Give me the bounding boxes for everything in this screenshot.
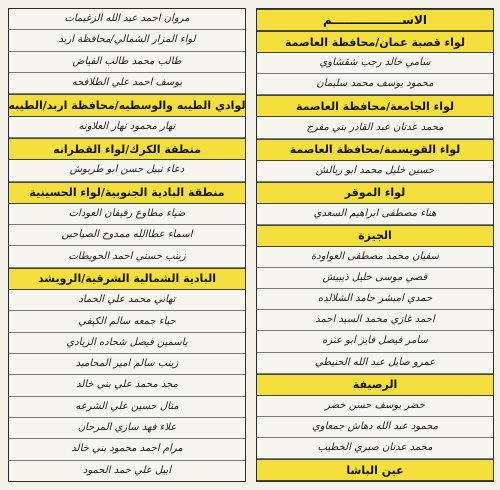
region-header: لواء الجامعة/محافظة العاصمة xyxy=(257,95,493,117)
name-entry: محمود عبد الله دهاش جمعاوي xyxy=(257,417,493,438)
name-entry: سامي خالد رجب شقشاوي xyxy=(257,53,493,74)
name-entry: يوسف احمد علي الطلافحه xyxy=(9,73,245,94)
name-entry: محمد عدنان عبد القادر بني مفرج xyxy=(257,117,493,138)
region-header: الرصيفة xyxy=(257,374,493,396)
name-entry: حمدي امبشر حامد الشلالده xyxy=(257,289,493,310)
region-header: عين الباشا xyxy=(257,459,493,481)
region-header: البادية الشمالية الشرقية/الرويشد xyxy=(9,268,245,290)
name-entry: ضياء مطاوع رفيفان العودات xyxy=(9,204,245,225)
region-header: لواء الموقر xyxy=(257,182,493,204)
name-entry: تهاني محمد علي الحماد xyxy=(9,290,245,311)
name-entry: سامر فيصل فايز ابو عنزه xyxy=(257,331,493,352)
name-entry: زينب حسني احمد الحويطات xyxy=(9,246,245,267)
region-header: لوادي الطيبه والوسطيه/محافظة اربد/الطيبه xyxy=(9,94,245,116)
name-entry: دعاء نبيل حسن ابو طربوش xyxy=(9,160,245,181)
name-entry: مجد محمد علي بني خالد xyxy=(9,375,245,396)
name-entry: محمود يوسف محمد سليمان xyxy=(257,74,493,95)
name-entry: لواء المزار الشمالي/محافظة اربد xyxy=(9,30,245,51)
name-entry: منال حسين علي الشرعه xyxy=(9,397,245,418)
name-entry: سفيان محمد مصطفى العواودة xyxy=(257,247,493,268)
left-names-column xyxy=(8,8,246,482)
name-entry: حياء جمعه سالم الكيفي xyxy=(9,311,245,332)
name-entry: طالب محمد طالب الفياض xyxy=(9,52,245,73)
region-header: الاســـــــــــــــــم xyxy=(257,9,493,31)
right-names-column xyxy=(256,8,494,482)
name-entry: خضر يوسف حسن خضر xyxy=(257,396,493,417)
name-entry: هناء مصطفى ابراهيم السعدي xyxy=(257,204,493,225)
name-entry: مرام احمد محمود بني خالد xyxy=(9,439,245,460)
name-entry: ياسمين فيصل شحاده الزيادي xyxy=(9,333,245,354)
region-header: لواء القويسمة/محافظة العاصمة xyxy=(257,139,493,161)
region-header: منطقة البادية الجنوبية/لواء الحسينية xyxy=(9,182,245,204)
name-entry: علاء فهد سازي المرحان xyxy=(9,418,245,439)
name-entry: قصي موسى خليل ذيبيش xyxy=(257,268,493,289)
name-entry: زينب سالم امير المحاميد xyxy=(9,354,245,375)
name-entry: احمد غازي محمد السيد احمد xyxy=(257,310,493,331)
region-header: منطقة الكرك/لواء القطرانه xyxy=(9,138,245,160)
region-header: لواء قصبة عمان/محافظة العاصمة xyxy=(257,31,493,53)
name-entry: ابيل علي حمد الحمود xyxy=(82,464,172,476)
region-header: الجيزة xyxy=(257,225,493,247)
name-entry: حسين خليل محمد ابو ريالش xyxy=(257,161,493,182)
name-entry: محمد عدنان صبري الخطيب xyxy=(257,438,493,459)
name-entry: مروان احمد عبد الله الزغيمات xyxy=(9,9,245,30)
name-entry: نهار محمود نهار العلاونه xyxy=(9,117,245,138)
name-entry: اسماء عطاالله ممدوح الصياحين xyxy=(9,225,245,246)
name-entry: عمرو صايل عبد الله الحنيطي xyxy=(257,353,493,374)
